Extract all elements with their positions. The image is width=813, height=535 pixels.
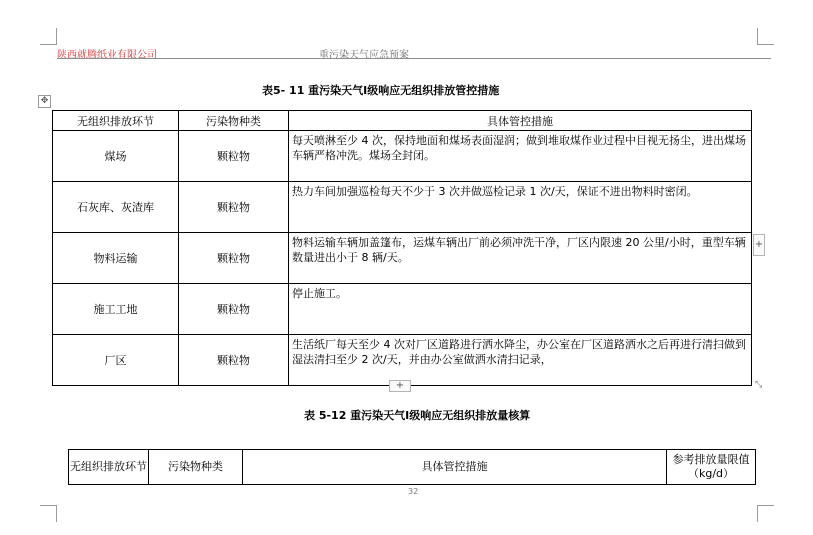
table1-header-location[interactable]: 无组织排放环节 xyxy=(53,111,179,131)
cell-location[interactable]: 煤场 xyxy=(53,131,179,182)
page-corner-mark-top-left xyxy=(40,28,57,45)
table-row xyxy=(53,335,752,386)
cell-pollutant[interactable]: 颗粒物 xyxy=(179,182,289,233)
cell-measure[interactable]: 生活纸厂每天至少 4 次对厂区道路进行洒水降尘，办公室在厂区道路洒水之后再进行清扫做到湿法清扫至少 2 次/天，并由办公室做洒水清扫记录， xyxy=(289,335,752,386)
add-row-button[interactable]: + xyxy=(389,380,411,392)
header-document-title: 重污染天气应急预案 xyxy=(319,50,409,61)
table2-unorganized-emission-accounting xyxy=(68,449,756,485)
table2-caption: 表 5-12 重污染天气Ⅰ级响应无组织排放量核算 xyxy=(304,409,531,422)
cell-location[interactable]: 物料运输 xyxy=(53,233,179,284)
page-number: 32 xyxy=(408,487,419,496)
table2-header-measure[interactable]: 具体管控措施 xyxy=(243,450,667,485)
page-corner-mark-bottom-left xyxy=(40,505,57,522)
table2-header-row xyxy=(69,450,756,485)
cell-location[interactable]: 厂区 xyxy=(53,335,179,386)
table-move-handle-icon[interactable]: ✥ xyxy=(38,95,51,108)
cell-measure[interactable]: 物料运输车辆加盖篷布，运煤车辆出厂前必须冲洗干净，厂区内限速 20 公里/小时，重型车辆数量进出小于 8 辆/天。 xyxy=(289,233,752,284)
cell-measure[interactable]: 每天喷淋至少 4 次，保持地面和煤场表面湿润；做到堆取煤作业过程中目视无扬尘，进出煤场车辆严格冲洗。煤场全封闭。 xyxy=(289,131,752,182)
table-row xyxy=(53,284,752,335)
table-row xyxy=(53,233,752,284)
table-resize-handle-icon[interactable]: ⤡ xyxy=(755,380,763,390)
table1-header-pollutant[interactable]: 污染物种类 xyxy=(179,111,289,131)
cell-location[interactable]: 石灰库、灰渣库 xyxy=(53,182,179,233)
cell-measure[interactable]: 停止施工。 xyxy=(289,284,752,335)
table1-header-row xyxy=(53,111,752,131)
cell-pollutant[interactable]: 颗粒物 xyxy=(179,131,289,182)
table1-header-measure[interactable]: 具体管控措施 xyxy=(289,111,752,131)
table-row xyxy=(53,131,752,182)
cell-measure[interactable]: 热力车间加强巡检每天不少于 3 次并做巡检记录 1 次/天，保证不进出物料时密闭。 xyxy=(289,182,752,233)
header-rule xyxy=(57,58,771,59)
page-corner-mark-bottom-right xyxy=(757,505,774,522)
add-column-button[interactable]: + xyxy=(753,234,765,256)
page-corner-mark-top-right xyxy=(757,28,774,45)
table2-header-pollutant[interactable]: 污染物种类 xyxy=(149,450,243,485)
table1-caption: 表5- 11 重污染天气Ⅰ级响应无组织排放管控措施 xyxy=(262,84,500,97)
table2-header-limit[interactable]: 参考排放量限值（kg/d） xyxy=(667,450,756,485)
cell-location[interactable]: 施工工地 xyxy=(53,284,179,335)
table-row xyxy=(53,182,752,233)
cell-pollutant[interactable]: 颗粒物 xyxy=(179,233,289,284)
table2-header-location[interactable]: 无组织排放环节 xyxy=(69,450,149,485)
cell-pollutant[interactable]: 颗粒物 xyxy=(179,335,289,386)
header-company-name: 陕西就腾纸业有限公司 xyxy=(57,50,157,61)
cell-pollutant[interactable]: 颗粒物 xyxy=(179,284,289,335)
table1-unorganized-emission-controls xyxy=(52,110,752,386)
